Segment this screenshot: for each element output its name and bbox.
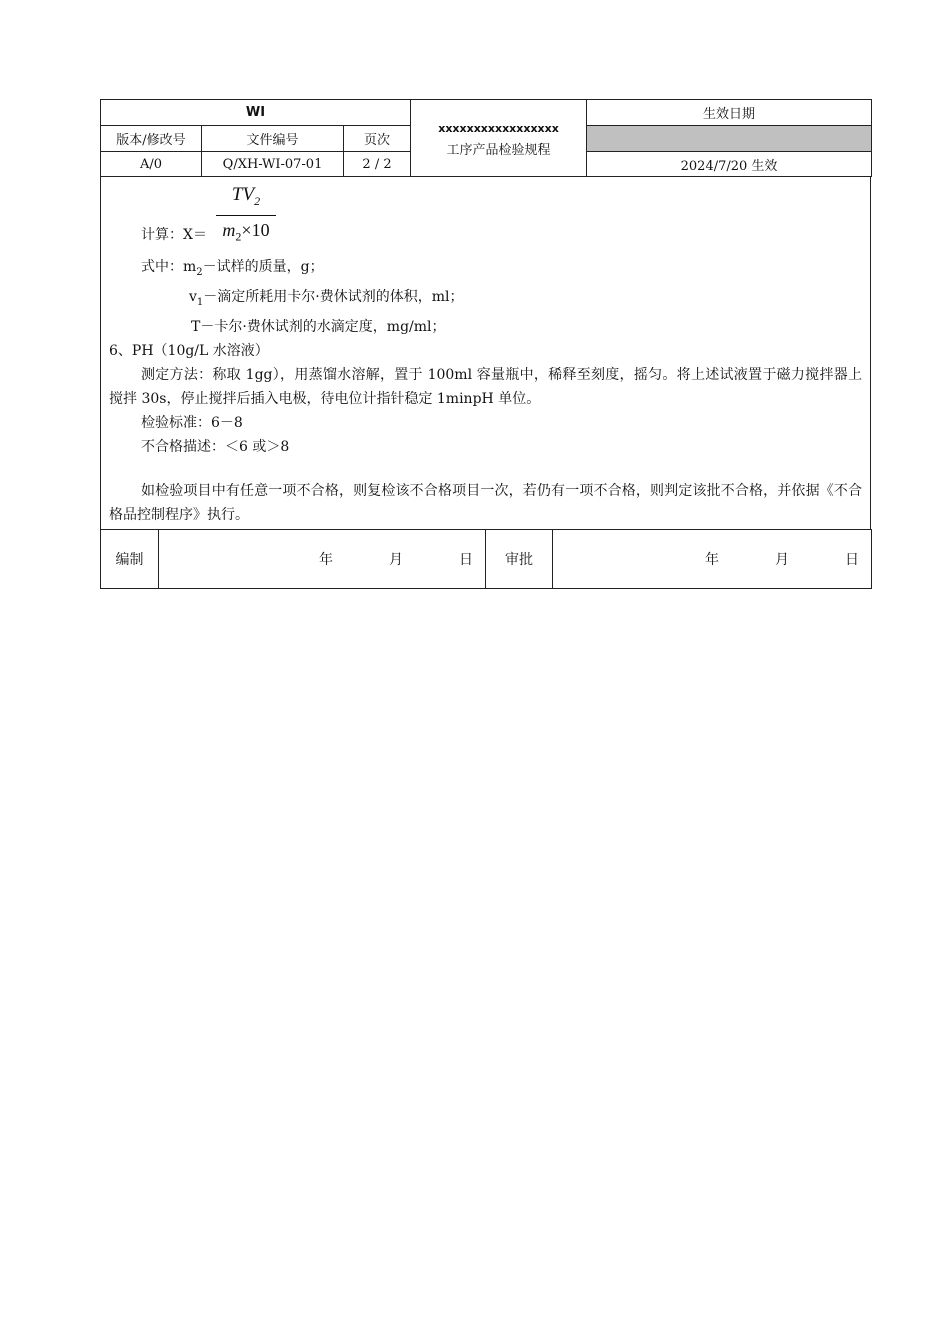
header-table (100, 99, 872, 177)
v1-symbol: v (189, 288, 197, 305)
effective-date-value: 2024/7/20 生效 (587, 152, 872, 177)
company-name: xxxxxxxxxxxxxxxxx (438, 122, 559, 135)
page-value: 2 / 2 (344, 152, 411, 177)
m2-text: －试样的质量，g； (202, 259, 324, 275)
section6-nonconform: 不合格描述：＜6 或＞8 (141, 438, 290, 455)
prepared-day: 日 (459, 551, 473, 568)
v1-text: －滴定所耗用卡尔·费休试剂的体积，ml； (203, 288, 464, 305)
def-t: T－卡尔·费休试剂的水滴定度，mg/ml； (191, 318, 446, 335)
effective-date-label: 生效日期 (587, 100, 872, 126)
prepared-month: 月 (389, 551, 403, 568)
document (100, 99, 870, 589)
prepared-date (159, 529, 486, 588)
numerator-sub: 2 (254, 193, 261, 208)
fraction (216, 183, 276, 248)
v1-sub: 1 (196, 296, 204, 308)
approved-label: 审批 (486, 529, 553, 588)
content-body (100, 177, 871, 529)
doc-title: 工序产品检验规程 (446, 143, 551, 158)
prepared-label: 编制 (101, 529, 159, 588)
def-intro: 式中： (141, 259, 183, 275)
page-label: 页次 (344, 126, 411, 152)
approved-year: 年 (705, 551, 719, 568)
version-value: A/0 (101, 152, 202, 177)
prepared-year: 年 (319, 551, 333, 568)
m2-symbol: m (183, 259, 197, 275)
denominator-sub: 2 (235, 229, 242, 244)
numerator-text: TV (231, 184, 255, 205)
approved-day: 日 (845, 551, 859, 568)
def-m2 (101, 255, 870, 285)
m2-sub: 2 (196, 266, 203, 278)
formula-block (101, 177, 870, 253)
fraction-numerator (216, 183, 276, 216)
gray-cell (587, 126, 872, 152)
version-label: 版本/修改号 (101, 126, 202, 152)
section6-heading: 6、PH（10g/L 水溶液） (109, 342, 269, 359)
conclusion: 如检验项目中有任意一项不合格，则复检该不合格项目一次，若仍有一项不合格，则判定该批不合格，并依据《不合格品控制程序》执行。 (109, 482, 862, 523)
denominator-rest: ×10 (241, 219, 270, 240)
fraction-denominator (216, 216, 276, 249)
denominator-m: m (222, 219, 236, 240)
formula-label: 计算：X＝ (141, 227, 207, 243)
def-v1 (101, 285, 870, 315)
doc-type: WI (101, 100, 411, 126)
approved-month: 月 (775, 551, 789, 568)
signature-table (100, 529, 872, 589)
file-no-label: 文件编号 (202, 126, 344, 152)
file-no-value: Q/XH-WI-07-01 (202, 152, 344, 177)
section6-method: 测定方法：称取 1gg），用蒸馏水溶解，置于 100ml 容量瓶中，稀释至刻度，摇匀。将上述试液置于磁力搅拌器上搅拌 30s，停止搅拌后插入电极，待电位计指针稳定 1minpH 单位。 (109, 366, 862, 407)
title-cell (411, 100, 587, 177)
section6-standard: 检验标准：6－8 (141, 414, 243, 431)
approved-date (553, 529, 872, 588)
